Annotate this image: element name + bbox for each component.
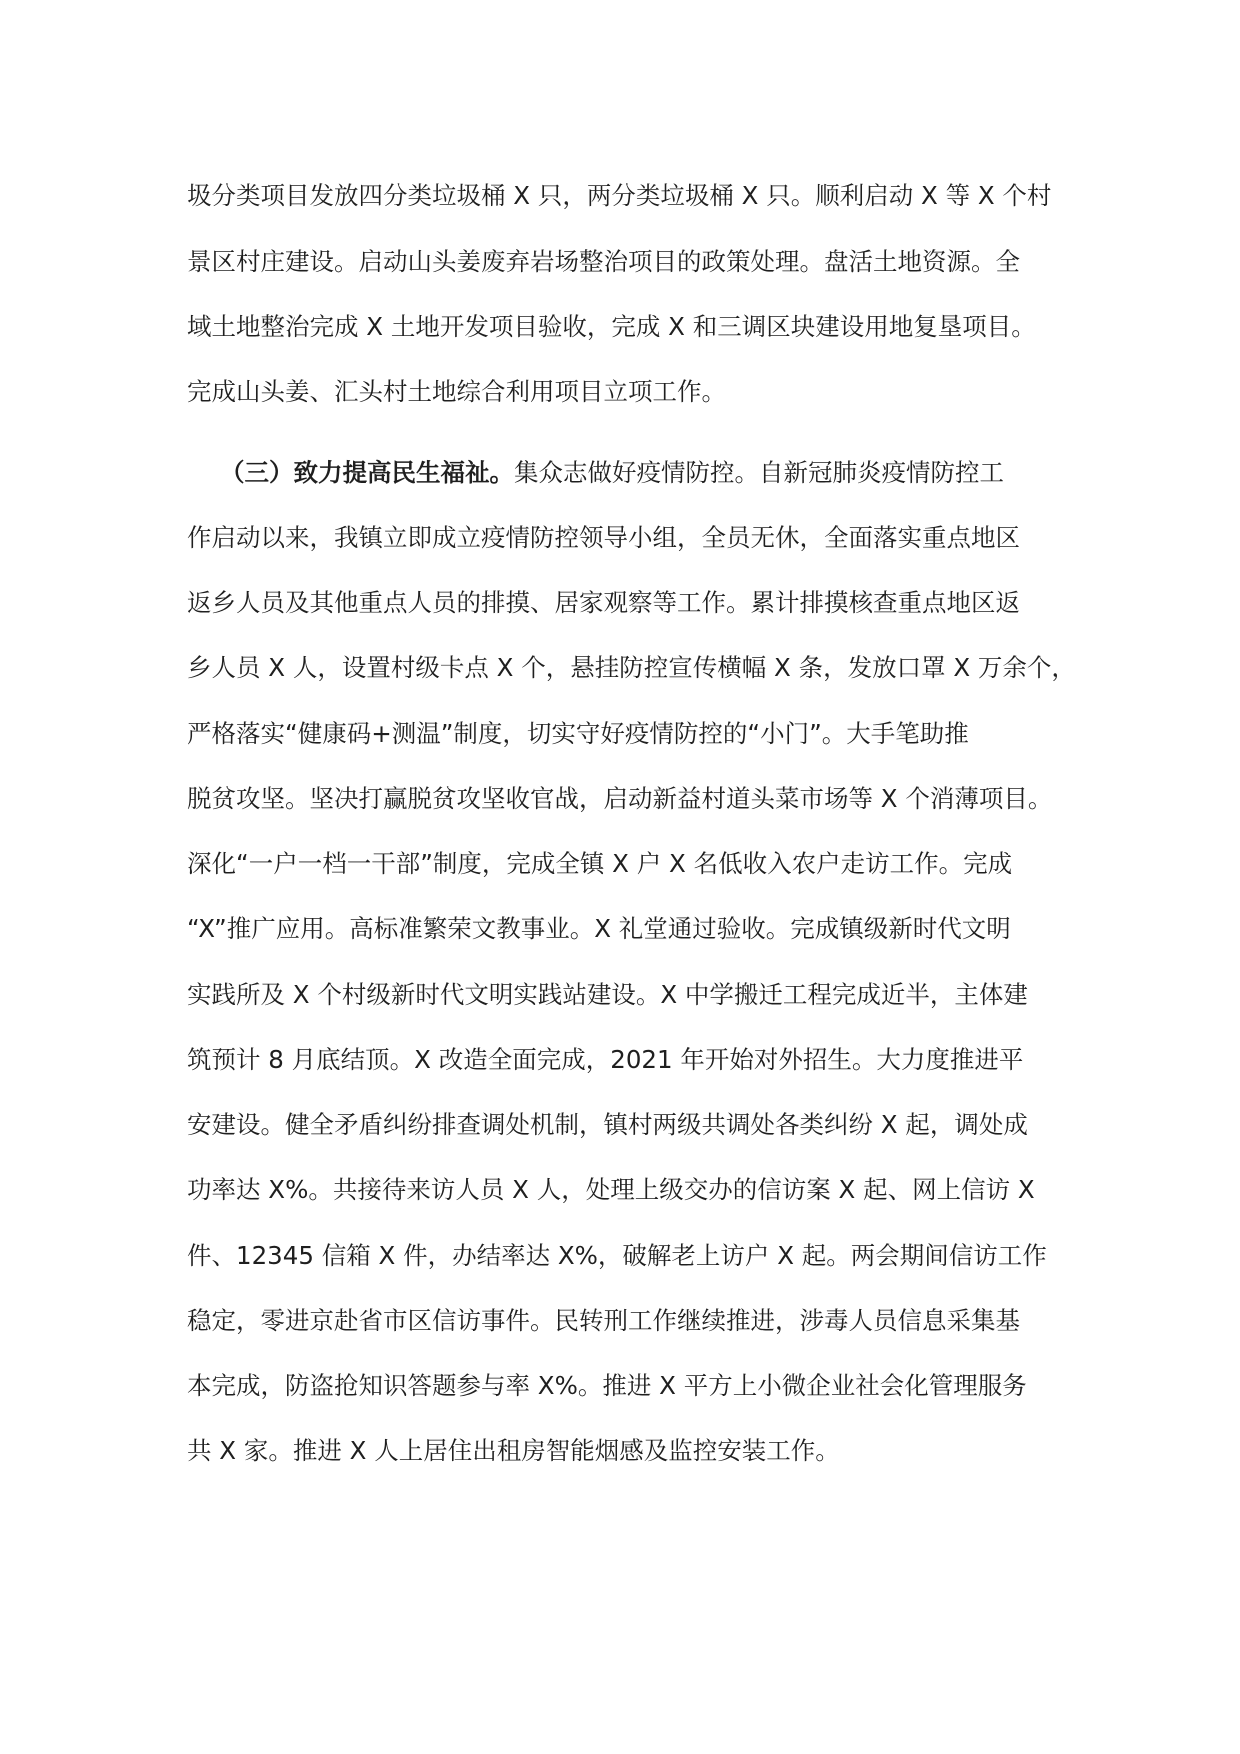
paragraph-line: 乡人员 X 人，设置村级卡点 X 个，悬挂防控宣传横幅 X 条，发放口罩 X 万余个， [187,653,1076,682]
paragraph-line: 景区村庄建设。启动山头姜废弃岩场整治项目的政策处理。盘活土地资源。全 [187,247,1020,276]
paragraph-line: 筑预计 8 月底结顶。X 改造全面完成，2021 年开始对外招生。大力度推进平 [187,1045,1024,1074]
paragraph-line: 严格落实“健康码+测温”制度，切实守好疫情防控的“小门”。大手笔助推 [187,719,969,748]
paragraph-line: 件、12345 信箱 X 件，办结率达 X%，破解老上访户 X 起。两会期间信访工作 [187,1241,1047,1270]
section-first-line [220,456,1100,490]
paragraph-line: 共 X 家。推进 X 人上居住出租房智能烟感及监控安装工作。 [187,1436,840,1465]
paragraph-line: 完成山头姜、汇头村土地综合利用项目立项工作。 [187,377,726,406]
paragraph-line: 功率达 X%。共接待来访人员 X 人，处理上级交办的信访案 X 起、网上信访 X [187,1175,1035,1204]
paragraph-line: 返乡人员及其他重点人员的排摸、居家观察等工作。累计排摸核查重点地区返 [187,588,1020,617]
paragraph-line: 作启动以来，我镇立即成立疫情防控领导小组，全员无休，全面落实重点地区 [187,523,1020,552]
paragraph-line: 圾分类项目发放四分类垃圾桶 X 只，两分类垃圾桶 X 只。顺利启动 X 等 X 个村 [187,181,1052,210]
paragraph-line: 安建设。健全矛盾纠纷排查调处机制，镇村两级共调处各类纠纷 X 起，调处成 [187,1110,1028,1139]
paragraph-line: 本完成，防盗抢知识答题参与率 X%。推进 X 平方上小微企业社会化管理服务 [187,1371,1027,1400]
paragraph-line: 稳定，零进京赴省市区信访事件。民转刑工作继续推进，涉毒人员信息采集基 [187,1306,1020,1335]
paragraph-line: 深化“一户一档一干部”制度，完成全镇 X 户 X 名低收入农户走访工作。完成 [187,849,1013,878]
paragraph-line: 实践所及 X 个村级新时代文明实践站建设。X 中学搬迁工程完成近半，主体建 [187,980,1028,1009]
paragraph-line: “X”推广应用。高标准繁荣文教事业。X 礼堂通过验收。完成镇级新时代文明 [187,914,1011,943]
paragraph-line: 域土地整治完成 X 土地开发项目验收，完成 X 和三调区块建设用地复垦项目。 [187,312,1036,341]
section-first-line-text: 集众志做好疫情防控。自新冠肺炎疫情防控工 [514,458,1004,487]
section-heading: （三）致力提高民生福祉。 [220,458,514,487]
paragraph-line: 脱贫攻坚。坚决打赢脱贫攻坚收官战，启动新益村道头菜市场等 X 个消薄项目。 [187,784,1053,813]
